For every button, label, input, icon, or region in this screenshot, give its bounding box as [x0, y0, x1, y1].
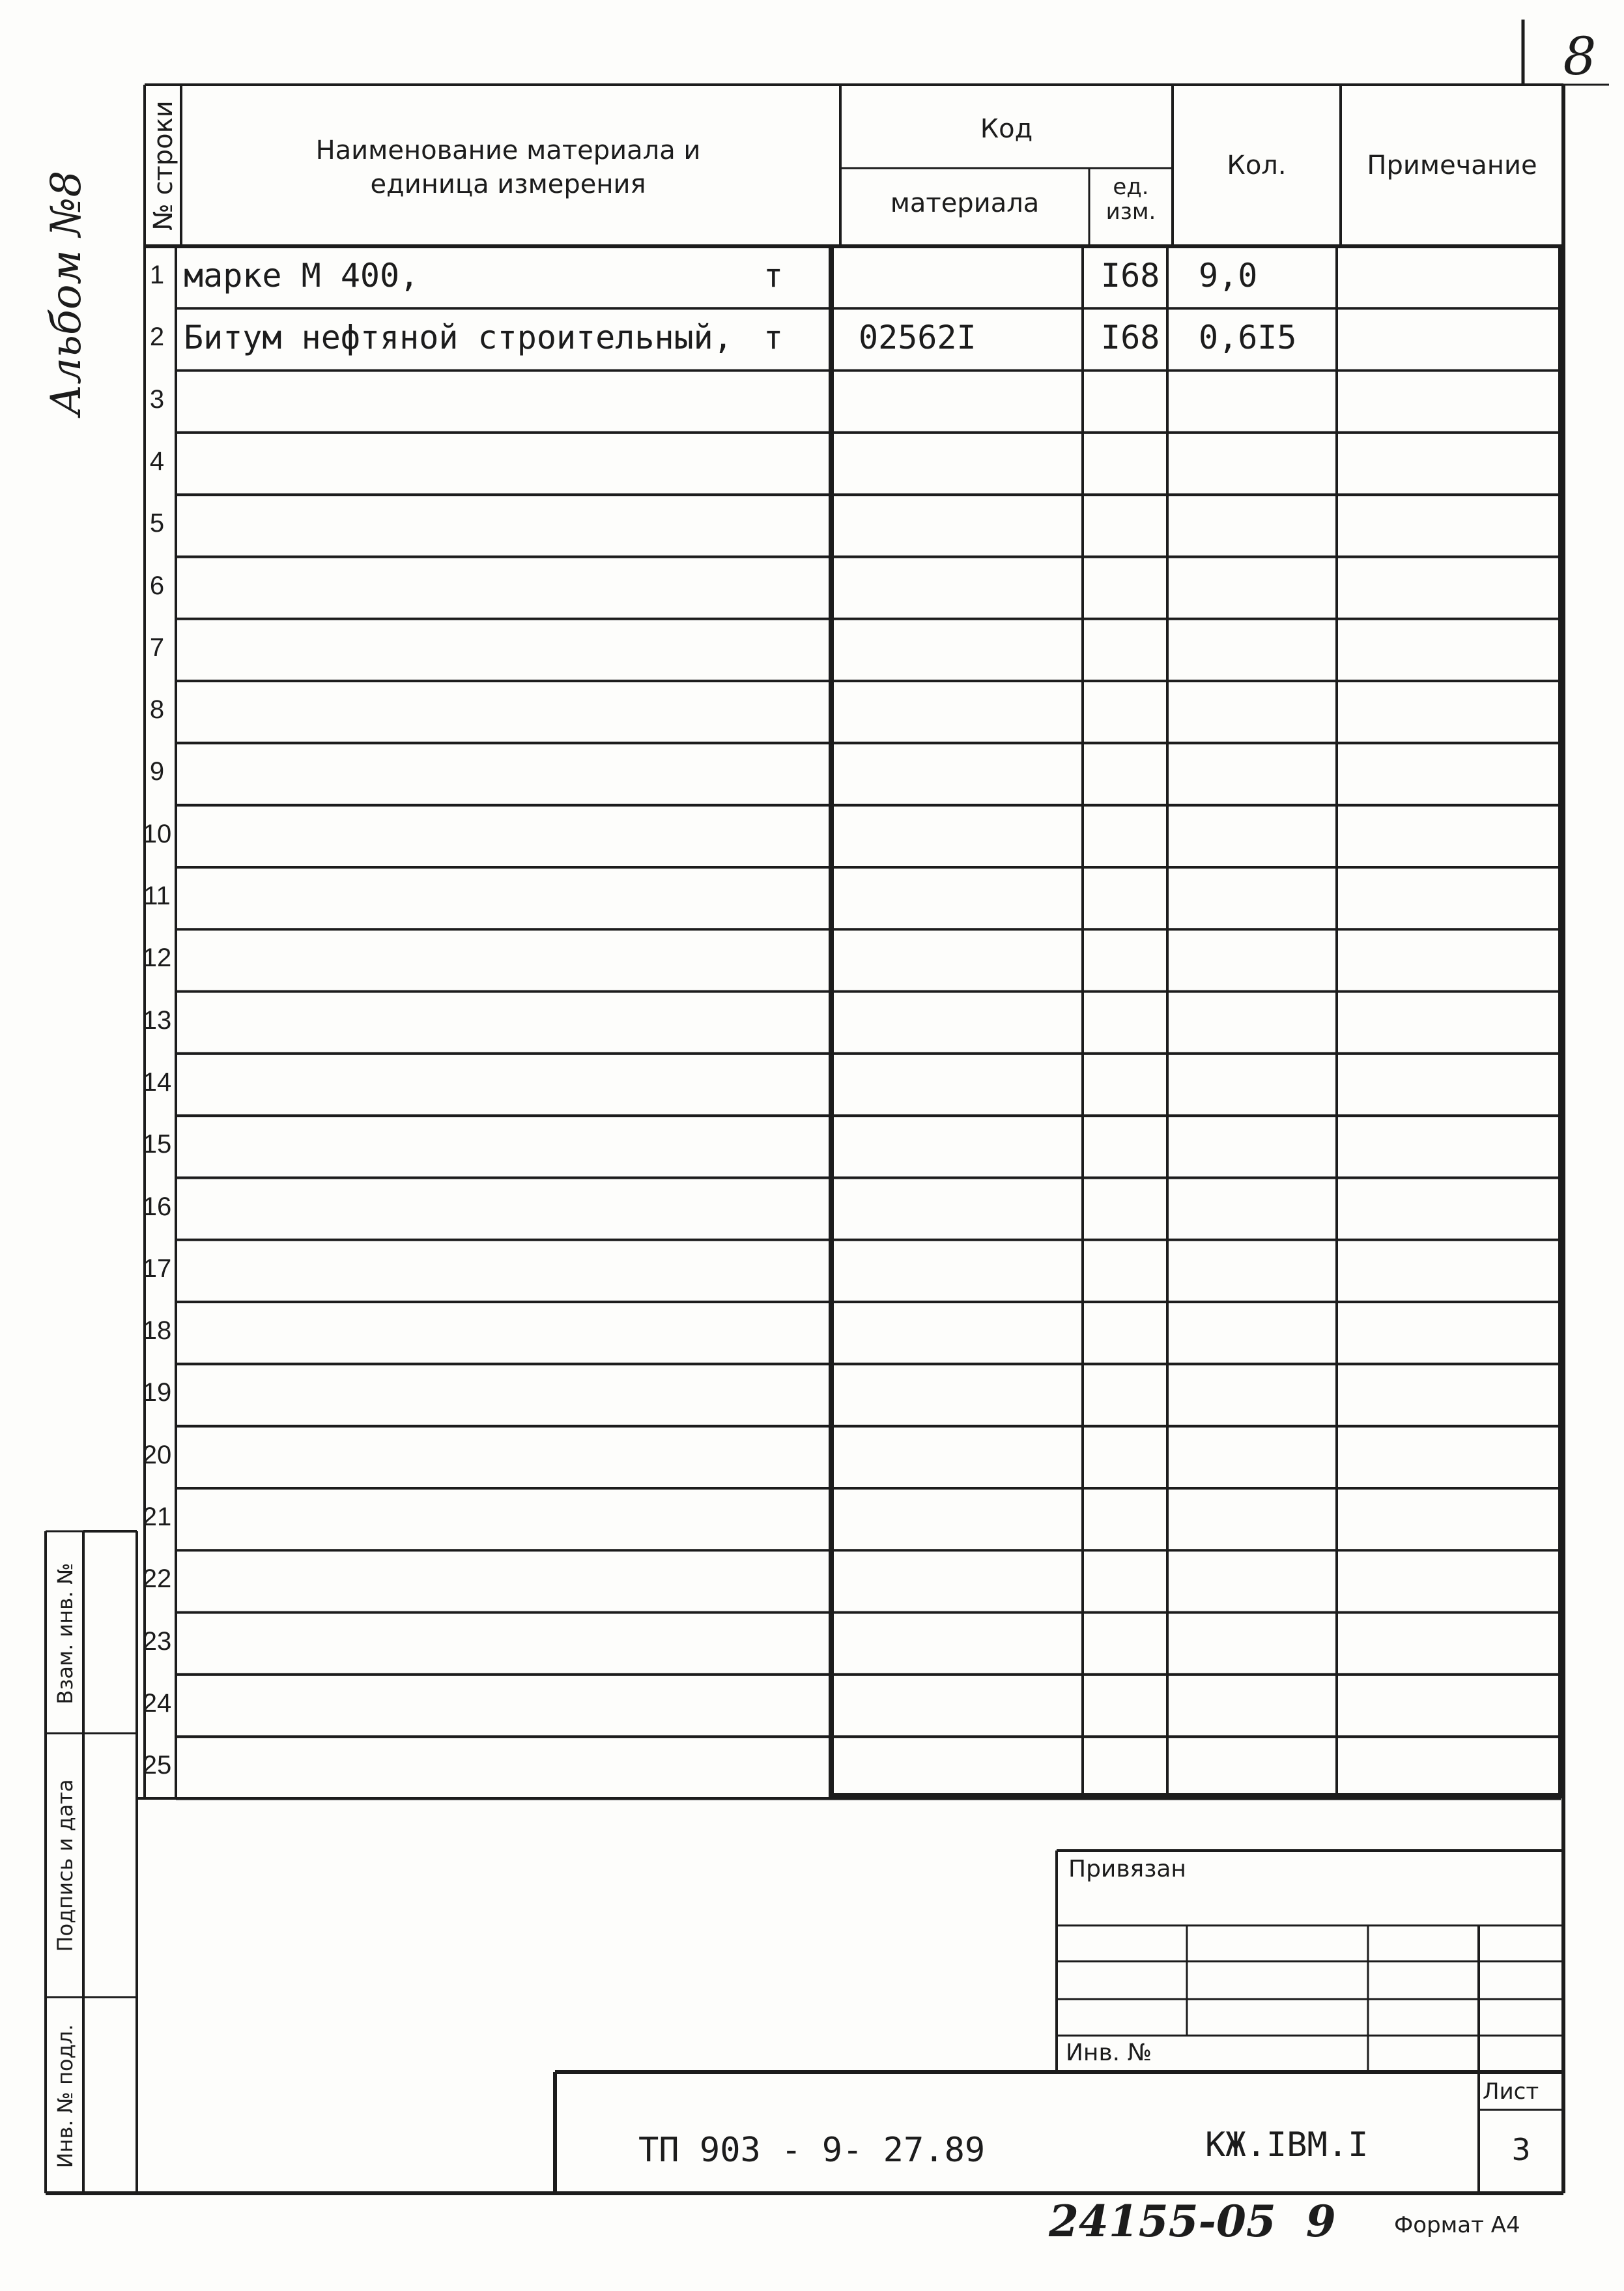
document-code: ТП 903 - 9- 27.89 — [638, 2131, 986, 2170]
row-qty-cell: 9,0 — [1199, 257, 1258, 295]
sheet-number: 8 — [1563, 26, 1597, 87]
row-unit-cell: т — [763, 257, 784, 295]
row-number: 21 — [142, 1503, 172, 1531]
row-number: 3 — [149, 384, 165, 414]
header-code-material: материала — [890, 188, 1040, 218]
privyazan-label: Привязан — [1068, 1856, 1186, 1882]
stamp-inv-podl: Инв. № подл. — [53, 2024, 78, 2169]
row-number: 2 — [149, 323, 165, 352]
row-number: 20 — [142, 1440, 172, 1469]
row-number: 10 — [142, 819, 172, 848]
row-number: 4 — [149, 446, 165, 476]
row-number: 25 — [142, 1751, 172, 1780]
header-code: Код — [980, 114, 1033, 144]
inv-no-label: Инв. № — [1066, 2039, 1152, 2066]
row-number: 9 — [149, 757, 165, 786]
row-number: 17 — [142, 1254, 172, 1283]
header-code-unit: ед. изм. — [1105, 174, 1156, 225]
row-code-cell: 02562I — [859, 319, 976, 357]
row-number: 15 — [142, 1130, 172, 1159]
row-number: 24 — [142, 1688, 172, 1718]
row-number: 16 — [142, 1192, 172, 1221]
row-number: 14 — [142, 1067, 172, 1097]
row-number: 1 — [149, 261, 165, 289]
row-name-cell: марке М 400, — [184, 257, 420, 295]
format-label: Формат А4 — [1394, 2212, 1520, 2238]
row-qty-cell: 0,6I5 — [1199, 319, 1297, 357]
row-number: 7 — [149, 633, 165, 662]
header-row-number: № строки — [149, 100, 178, 231]
header-qty: Кол. — [1227, 151, 1287, 180]
row-uom-cell: I68 — [1101, 257, 1160, 295]
row-number: 5 — [149, 509, 165, 538]
header-note: Примечание — [1367, 151, 1537, 180]
stamp-vzam-inv: Взам. инв. № — [53, 1563, 78, 1705]
row-number: 18 — [142, 1316, 172, 1346]
header-name: Наименование материала и единица измерения — [315, 136, 701, 199]
stamp-podpis-data: Подпись и дата — [53, 1779, 78, 1952]
row-number: 19 — [142, 1378, 172, 1407]
row-number: 11 — [143, 882, 171, 910]
document-mark: КЖ.IВМ.I — [1205, 2125, 1369, 2165]
row-unit-cell: т — [763, 319, 784, 357]
row-name-cell: Битум нефтяной строительный, — [184, 319, 733, 357]
row-number: 22 — [142, 1564, 172, 1594]
row-uom-cell: I68 — [1101, 319, 1160, 357]
row-number: 6 — [149, 571, 165, 600]
list-label: Лист — [1483, 2079, 1539, 2105]
row-number: 8 — [149, 695, 165, 725]
handwritten-number: 24155-05 9 — [1049, 2196, 1336, 2247]
row-number: 13 — [142, 1005, 172, 1035]
row-number: 23 — [142, 1626, 172, 1656]
album-label: Альбом №8 — [42, 170, 91, 416]
row-number: 12 — [142, 944, 172, 973]
list-value: 3 — [1511, 2132, 1531, 2167]
